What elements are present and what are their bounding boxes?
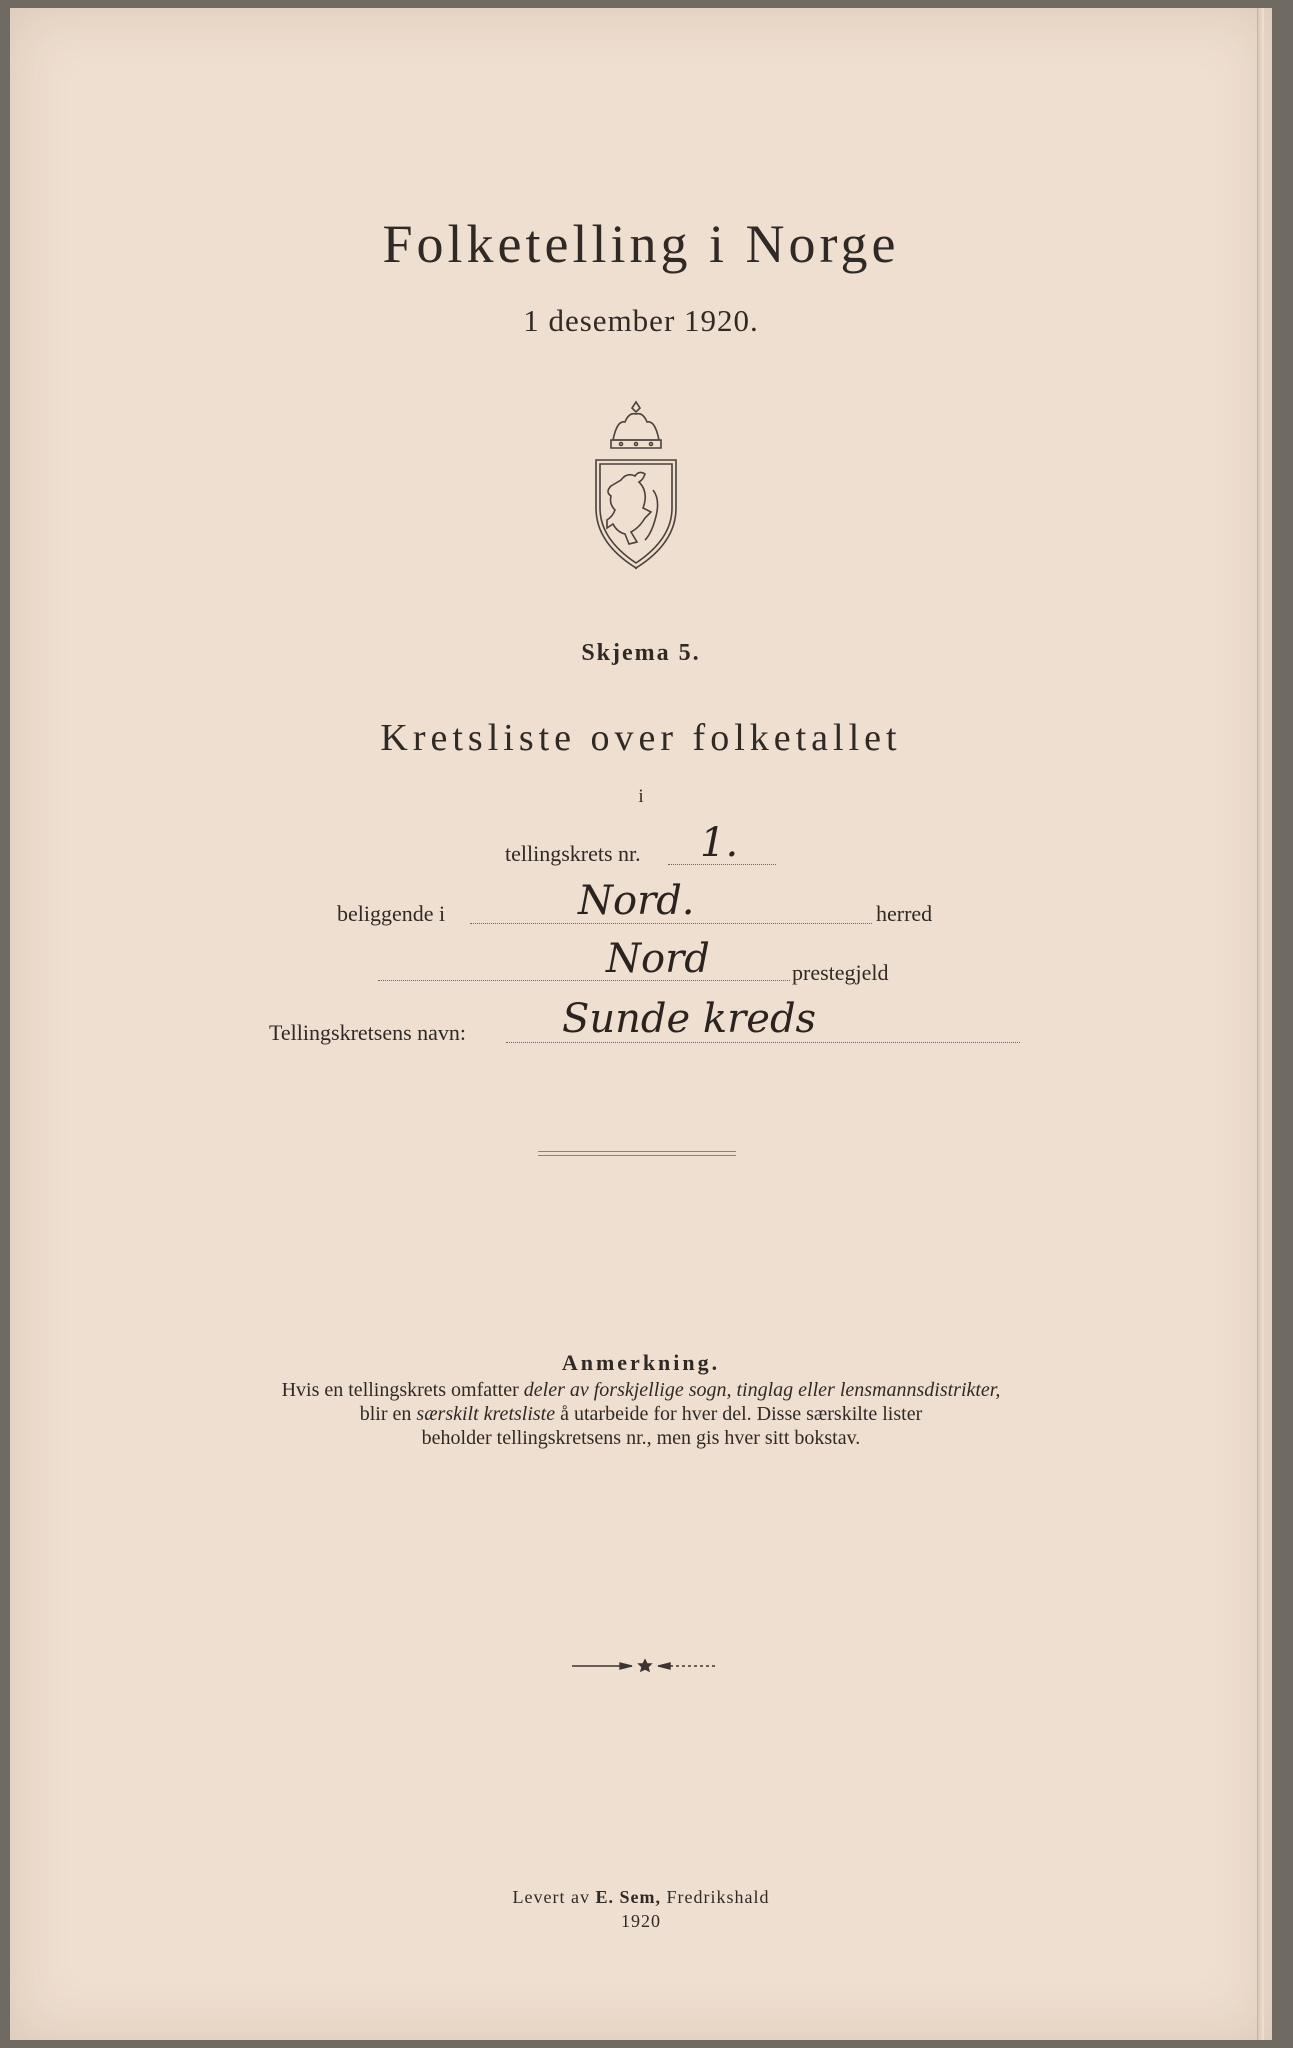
navn-label: Tellingskretsens navn: [269, 1020, 467, 1045]
krets-value: 1. [700, 820, 739, 866]
prestegjeld-dotline [378, 980, 790, 981]
anmerkning-title: Anmerkning. [561, 1350, 721, 1375]
herred-value: Nord. [578, 878, 695, 924]
krets-label: tellingskrets nr. [505, 841, 641, 866]
anmerkning-line-2-b: særskilt kretsliste [416, 1403, 556, 1425]
printer-name: E. Sem, [595, 1887, 661, 1907]
ornament-divider-icon [570, 1658, 720, 1674]
anmerkning-line-3: beholder tellingskretsens nr., men gis hver sitt bokstav. [421, 1427, 861, 1449]
skjema-number: Skjema 5. [581, 640, 701, 666]
printer-year: 1920 [621, 1911, 661, 1931]
form-title: Folketelling i Norge [382, 214, 900, 274]
prestegjeld-label: prestegjeld [792, 960, 889, 985]
census-form-page [10, 8, 1272, 2040]
printer-city: Fredrikshald [660, 1887, 770, 1907]
anmerkning-line-2-a: blir en [359, 1403, 417, 1425]
anmerkning-line-2-c: å utarbeide for hver del. Disse særskilte lister [555, 1403, 923, 1425]
printer-imprint-a: Levert av [512, 1887, 596, 1907]
prestegjeld-value: Nord [606, 936, 710, 982]
divider-rule-bottom [538, 1155, 736, 1156]
divider-rule-top [538, 1151, 736, 1152]
anmerkning-line-1 [10, 1378, 1272, 1402]
anmerkning-line-2 [10, 1402, 1272, 1426]
beliggende-label: beliggende i [337, 901, 446, 926]
anmerkning-line-1-a: Hvis en tellingskrets omfatter [281, 1379, 524, 1401]
anmerkning-line-1-b: deler av forskjellige sogn, tinglag eller lensmannsdistrikter, [523, 1379, 1001, 1401]
printer-imprint [10, 1887, 1272, 1908]
navn-dotline [506, 1042, 1020, 1043]
navn-value: Sunde kreds [562, 996, 817, 1042]
preposition-i: i [638, 786, 644, 807]
norwegian-coat-of-arms-icon [591, 400, 681, 570]
form-subtitle: Kretsliste over folketallet [380, 717, 902, 759]
form-date: 1 desember 1920. [523, 303, 759, 338]
herred-label: herred [876, 901, 933, 926]
